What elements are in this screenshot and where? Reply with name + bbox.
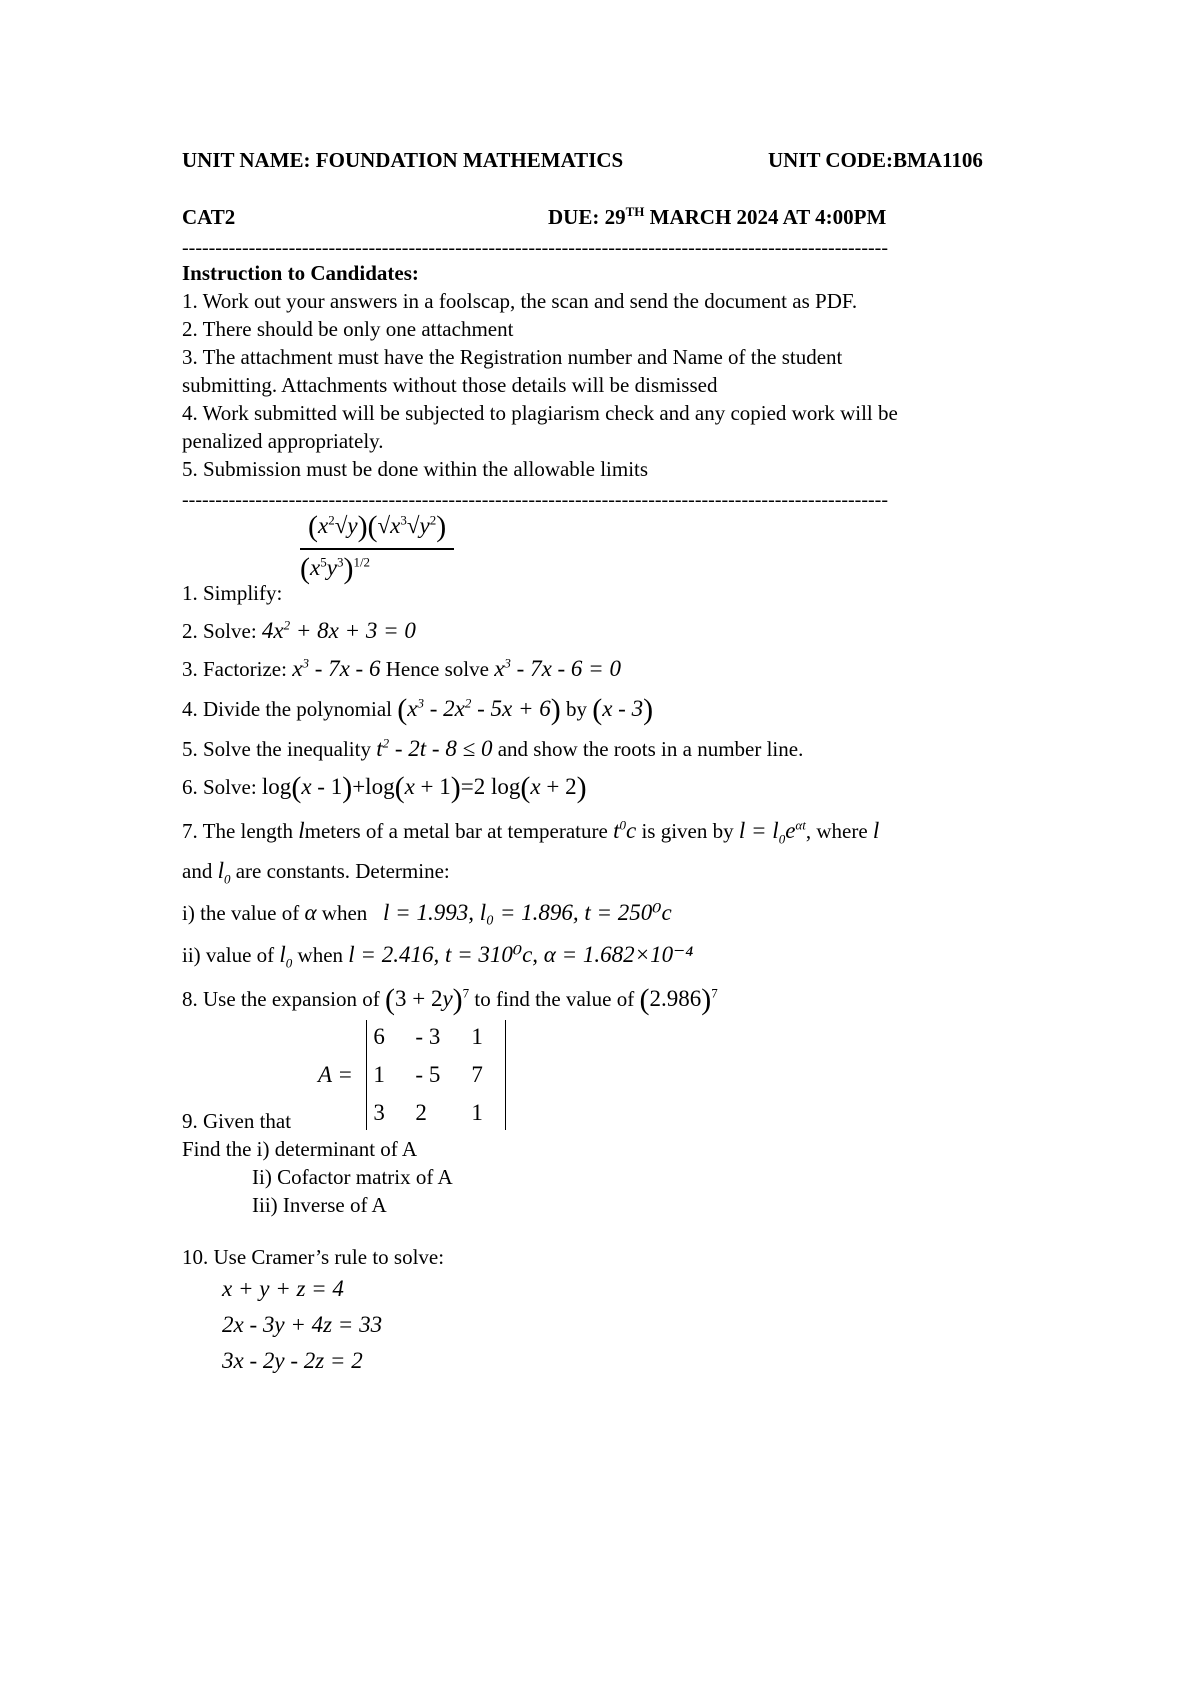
q3-label: 3. Factorize: [182,657,287,681]
q1-denominator: $(x^5y^3)^{1/2}$ [300,551,371,585]
question-8 [182,983,718,1016]
instruction-4: 4. Work submitted will be subjected to plagiarism check and any copied work will be [182,401,898,425]
q7-l0-symbol: $l_0$ [217,858,231,887]
matrix-label: A = [318,1062,353,1087]
q5-label: 5. Solve the inequality [182,737,371,761]
q8-label: 8. Use the expansion of [182,987,380,1011]
q6-label: 6. Solve: [182,775,257,799]
question-7-i [182,900,672,926]
question-5 [182,736,803,762]
q7-temp-symbol: $t^0c$ [613,817,637,843]
question-10: 10. Use Cramer’s rule to solve: [182,1245,445,1269]
matrix-cell: 7 [471,1062,483,1087]
q7-l-symbol: l [298,818,305,843]
unit-code: UNIT CODE:BMA1106 [768,148,983,172]
separator-bottom: ---------------------------------------------------------------------------------------------------------- [182,490,888,510]
q2-equation: $4x^2 + 8x + 3 = 0$ [261,617,416,643]
due-prefix: DUE: 29 [548,205,626,229]
q6-equation: log(x - 1)+log(x + 1)=2 log(x + 2) [261,771,587,804]
q7ii-l0-symbol: $l_0$ [279,942,293,971]
q3-equation: $x^3 - 7x - 6 = 0$ [494,655,621,681]
separator-top: ---------------------------------------------------------------------------------------------------------- [182,238,888,258]
q7ii-when: when [297,943,344,967]
matrix-a [318,1020,506,1130]
cramer-eq-3: 3x - 2y - 2z = 2 [222,1348,363,1373]
q7-where: , where [805,819,868,843]
question-7-cont [182,858,450,887]
due-date [548,204,886,230]
question-6 [182,771,587,804]
q5-inequality: $t^2 - 2t - 8 \le 0$ [376,735,493,761]
q7ii-values: l = 2.416, t = 310⁰c, α = 1.682×10⁻⁴ [348,942,694,967]
question-2 [182,618,416,644]
q7-text: meters of a metal bar at temperature [304,819,608,843]
q7-and: and [182,859,213,883]
matrix-cell: - 5 [415,1062,441,1087]
q7i-values: l = 1.993, l₀ = 1.896, t = 250⁰c [383,900,672,925]
q4-divisor: (x - 3) [592,693,654,726]
question-3 [182,656,621,682]
matrix-cell: - 3 [415,1024,441,1049]
question-7-ii [182,942,694,971]
q7-formula: $l = l_0e^{\alpha t}$ [738,817,806,847]
instruction-1: 1. Work out your answers in a foolscap, the scan and send the document as PDF. [182,289,858,313]
matrix-cell: 3 [373,1100,385,1125]
question-9-iii: Iii) Inverse of A [252,1193,387,1217]
instruction-4-cont: penalized appropriately. [182,429,384,453]
instructions-heading: Instruction to Candidates: [182,261,419,285]
matrix-cell: 6 [373,1024,385,1049]
q1-fraction-bar [300,548,454,550]
q3-hence: Hence solve [385,657,489,681]
q7i-when: when [321,901,368,925]
q4-by: by [565,697,587,721]
question-4 [182,693,654,726]
q3-expression: $x^3 - 7x - 6$ [292,655,381,681]
question-9-find: Find the i) determinant of A [182,1137,418,1161]
matrix-cell: 1 [471,1100,483,1125]
q7-l-symbol-2: l [872,818,880,843]
q2-label: 2. Solve: [182,619,257,643]
cat-label: CAT2 [182,205,236,229]
q7i-label: i) the value of [182,901,300,925]
question-9-ii: Ii) Cofactor matrix of A [252,1165,453,1189]
matrix-cell: 1 [373,1062,385,1087]
unit-name: UNIT NAME: FOUNDATION MATHEMATICS [182,148,624,172]
question-9: 9. Given that [182,1109,292,1133]
question-7 [182,817,880,847]
q7-given-by: is given by [641,819,734,843]
q8-find: to find the value of [474,987,635,1011]
q1-numerator: $(x^2√y)(√x^3√y^2)$ [308,510,447,543]
cramer-eq-2: 2x - 3y + 4z = 33 [222,1312,383,1337]
q8-binomial: $(3 + 2y)^7$ [384,983,470,1016]
instruction-3-cont: submitting. Attachments without those details will be dismissed [182,373,718,397]
matrix-cell: 1 [471,1024,483,1049]
q8-value: $(2.986)^7$ [639,983,718,1016]
q4-polynomial: $(x^3 - 2x^2 - 5x + 6)$ [397,693,561,726]
instruction-2: 2. There should be only one attachment [182,317,514,341]
q7-constants: are constants. Determine: [235,859,450,883]
matrix-cell: 2 [415,1100,427,1125]
due-sup: TH [625,204,645,219]
q1-fraction [300,510,454,586]
q5-suffix: and show the roots in a number line. [497,737,804,761]
q7-label: 7. The length [182,819,294,843]
cramer-eq-1: x + y + z = 4 [222,1276,344,1301]
q4-label: 4. Divide the polynomial [182,697,392,721]
matrix-grid [366,1020,506,1130]
instruction-3: 3. The attachment must have the Registration number and Name of the student [182,345,843,369]
alpha-symbol: α [304,900,317,925]
instruction-5: 5. Submission must be done within the allowable limits [182,457,649,481]
question-1: 1. Simplify: [182,581,283,605]
due-suffix: MARCH 2024 AT 4:00PM [649,205,887,229]
q7ii-label: ii) value of [182,943,275,967]
